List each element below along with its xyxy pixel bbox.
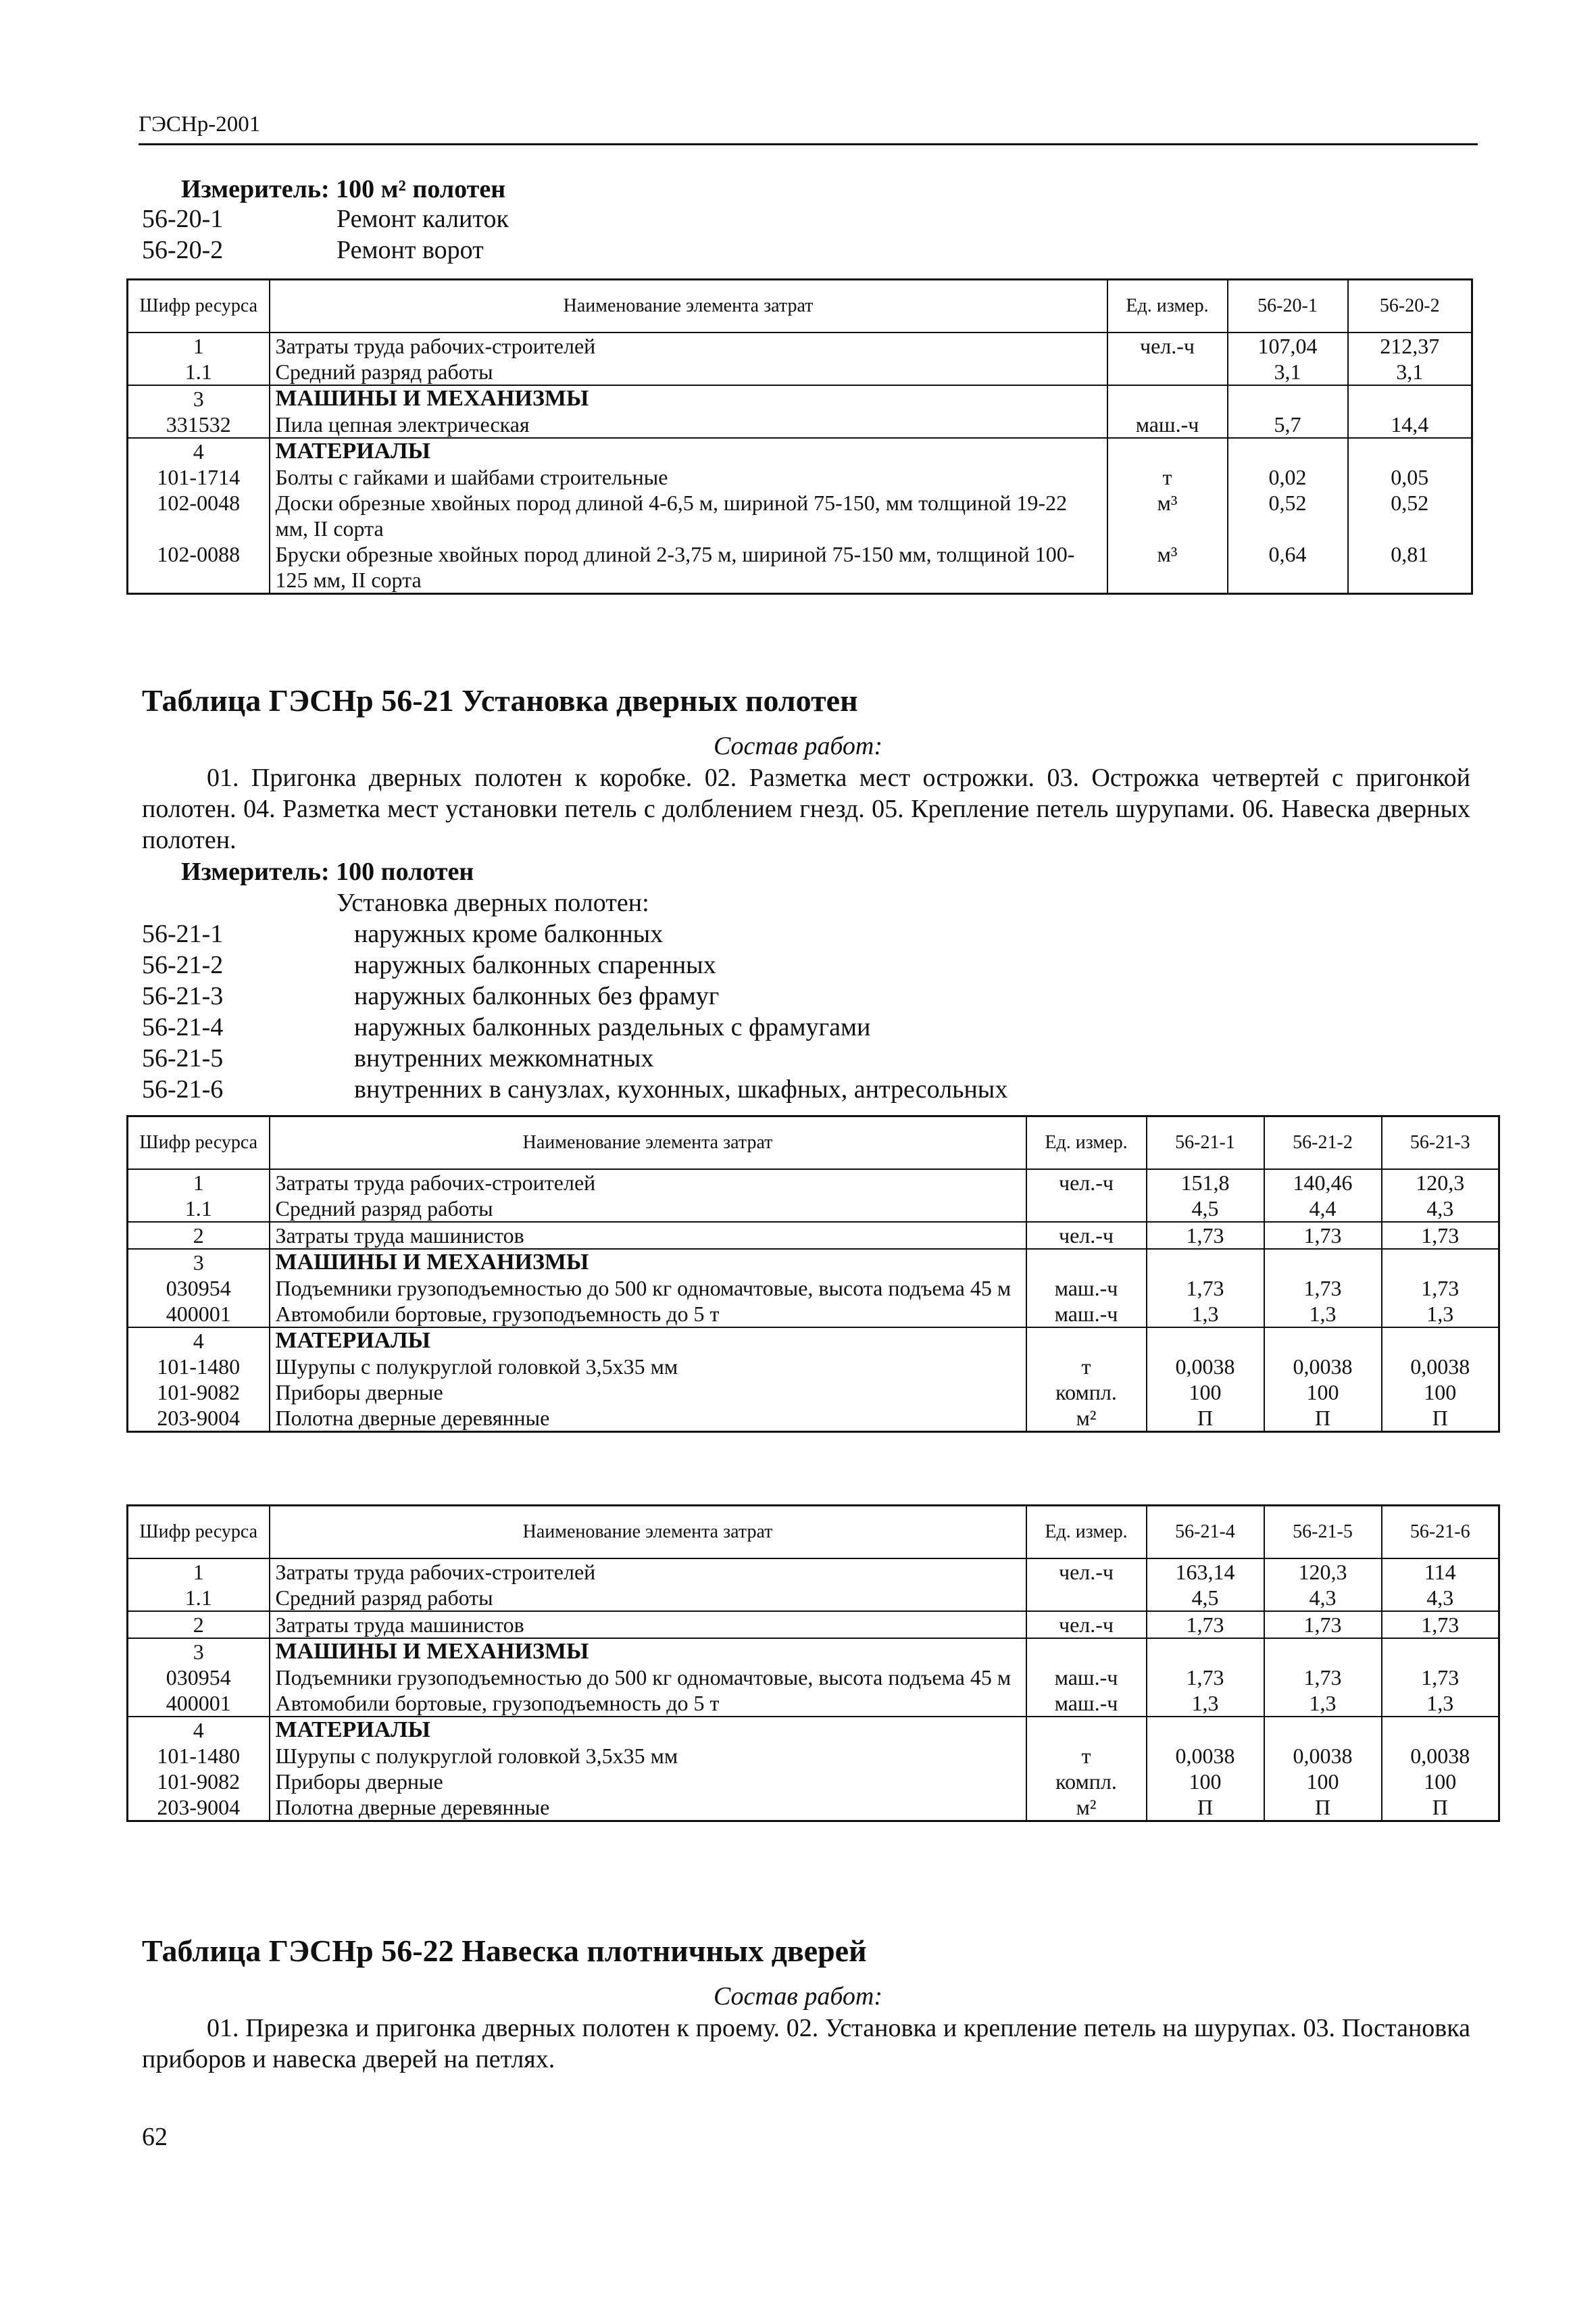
item-name: Ремонт ворот [336,236,484,264]
unit: т [1026,1743,1147,1769]
norm-value: 1,73 [1147,1275,1264,1301]
cost-element-name: Приборы дверные [270,1769,1026,1794]
resource-code: 3 [128,385,270,412]
norm-value: 100 [1147,1379,1264,1405]
meter-56-21: Измеритель: 100 полотен [181,858,474,886]
table-row [128,1665,1499,1690]
table-row [128,1169,1499,1196]
norm-value: 212,37 [1348,333,1472,359]
item-name: наружных балконных спаренных [354,951,716,979]
norm-value: 100 [1264,1379,1382,1405]
group-label: Установка дверных полотен: [336,889,649,917]
norm-value: 0,0038 [1264,1354,1382,1379]
norm-value: 1,3 [1264,1690,1382,1717]
cost-element-name: Затраты труда машинистов [270,1611,1026,1638]
table-row [128,1794,1499,1821]
norm-value: 14,4 [1348,412,1472,438]
resource-table-56-20 [126,278,1473,595]
header-resource-code: Шифр ресурса [128,280,270,333]
unit: м² [1026,1794,1147,1821]
norm-value: 4,3 [1382,1196,1499,1222]
cost-element-name: МАШИНЫ И МЕХАНИЗМЫ [270,1638,1026,1665]
item-code: 56-21-4 [142,1013,224,1041]
item-code: 56-21-2 [142,951,224,979]
resource-code: 1 [128,1558,270,1585]
norm-value [1382,1327,1499,1354]
norm-value: 1,73 [1264,1665,1382,1690]
table-row [128,1690,1499,1717]
unit: маш.-ч [1026,1301,1147,1327]
norm-value: 0,52 [1228,490,1348,541]
table-row [128,1327,1499,1354]
header-norm-code: 56-21-5 [1264,1506,1382,1559]
norm-value [1382,1638,1499,1665]
cost-element-name: Средний разряд работы [270,1585,1026,1611]
header-rule [139,143,1478,145]
table-row [128,1405,1499,1432]
unit: т [1107,464,1228,490]
norm-value: 1,73 [1382,1611,1499,1638]
norm-value [1228,438,1348,464]
unit: чел.-ч [1026,1611,1147,1638]
table-row [128,541,1472,594]
table-row [128,333,1472,359]
item-code: 56-21-6 [142,1075,224,1104]
norm-value: 0,0038 [1382,1354,1499,1379]
resource-code: 102-0048 [128,490,270,541]
resource-table-56-21-b [126,1504,1500,1822]
header-norm-code: 56-21-1 [1147,1116,1264,1170]
cost-element-name: МАТЕРИАЛЫ [270,438,1107,464]
unit: чел.-ч [1026,1169,1147,1196]
resource-code: 101-1480 [128,1743,270,1769]
header-norm-code: 56-21-3 [1382,1116,1499,1170]
norm-value: 0,0038 [1147,1743,1264,1769]
norm-value [1147,1717,1264,1743]
cost-element-name: Затраты труда рабочих-строителей [270,1169,1026,1196]
item-name: наружных балконных раздельных с фрамугами [354,1013,871,1041]
norm-value: 3,1 [1348,359,1472,385]
unit: компл. [1026,1379,1147,1405]
cost-element-name: Болты с гайками и шайбами строительные [270,464,1107,490]
header-cost-element: Наименование элемента затрат [270,1116,1026,1170]
table-row [128,385,1472,412]
resource-code: 101-9082 [128,1769,270,1794]
header-unit: Ед. измер. [1107,280,1228,333]
norm-value: 100 [1382,1769,1499,1794]
item-code: 56-20-2 [142,236,224,264]
norm-value: 100 [1382,1379,1499,1405]
resource-code: 1 [128,333,270,359]
table-header-row [128,280,1472,333]
resource-code: 4 [128,1327,270,1354]
norm-value [1382,1249,1499,1275]
resource-code: 2 [128,1611,270,1638]
resource-code: 203-9004 [128,1794,270,1821]
norm-value: 163,14 [1147,1558,1264,1585]
norm-value: 114 [1382,1558,1499,1585]
cost-element-name: МАШИНЫ И МЕХАНИЗМЫ [270,385,1107,412]
composition-label: Состав работ: [713,732,883,760]
norm-value: П [1382,1794,1499,1821]
unit: маш.-ч [1026,1690,1147,1717]
norm-value: 1,73 [1264,1611,1382,1638]
unit: м³ [1107,541,1228,594]
header-unit: Ед. измер. [1026,1116,1147,1170]
cost-element-name: МАТЕРИАЛЫ [270,1717,1026,1743]
header-resource-code: Шифр ресурса [128,1116,270,1170]
table-row [128,438,1472,464]
resource-code: 101-1480 [128,1354,270,1379]
unit [1026,1717,1147,1743]
norm-value [1147,1638,1264,1665]
norm-value [1348,438,1472,464]
table-row [128,1585,1499,1611]
resource-code: 4 [128,438,270,464]
norm-value: П [1147,1405,1264,1432]
norm-value: 0,0038 [1382,1743,1499,1769]
norm-value: 1,3 [1264,1301,1382,1327]
cost-element-name: Затраты труда рабочих-строителей [270,1558,1026,1585]
norm-value: 4,4 [1264,1196,1382,1222]
cost-element-name: Затраты труда машинистов [270,1222,1026,1249]
norm-value: 1,73 [1264,1275,1382,1301]
resource-code: 203-9004 [128,1405,270,1432]
table-row [128,1717,1499,1743]
resource-code: 400001 [128,1690,270,1717]
resource-code: 331532 [128,412,270,438]
norm-value: 1,73 [1147,1222,1264,1249]
resource-code: 1.1 [128,1196,270,1222]
norm-value: 1,3 [1147,1301,1264,1327]
table-row [128,359,1472,385]
cost-element-name: Бруски обрезные хвойных пород длиной 2-3,75 м, шириной 75-150 мм, толщиной 100-125 мм, II сорта [270,541,1107,594]
composition-text: 01. Прирезка и пригонка дверных полотен к проему. 02. Установка и крепление петель на шурупах. 03. Постановка приборов и навеска дверей на петлях. [142,2014,1470,2073]
norm-value: П [1264,1794,1382,1821]
norm-value: 0,81 [1348,541,1472,594]
resource-code: 400001 [128,1301,270,1327]
item-name: наружных кроме балконных [354,920,664,948]
header-unit: Ед. измер. [1026,1506,1147,1559]
norm-value: 120,3 [1382,1169,1499,1196]
norm-value: 100 [1264,1769,1382,1794]
composition-text: 01. Пригонка дверных полотен к коробке. 02. Разметка мест острожки. 03. Острожка четвертей с пригонкой полотен. 04. Разметка мест установки петель с долблением гнезд. 05. Крепление петель шурупами. 06. Навеска дверных полотен. [142,764,1470,854]
cost-element-name: Автомобили бортовые, грузоподъемность до 5 т [270,1301,1026,1327]
item-code: 56-20-1 [142,205,224,233]
table-row [128,490,1472,541]
cost-element-name: Доски обрезные хвойных пород длиной 4-6,5 м, шириной 75-150, мм толщиной 19-22 мм, II сорта [270,490,1107,541]
cost-element-name: Средний разряд работы [270,359,1107,385]
cost-element-name: МАТЕРИАЛЫ [270,1327,1026,1354]
norm-value: 1,73 [1147,1665,1264,1690]
header-norm-code: 56-20-2 [1348,280,1472,333]
item-name: внутренних межкомнатных [354,1044,654,1073]
unit: маш.-ч [1026,1665,1147,1690]
norm-value [1264,1249,1382,1275]
norm-value: 1,3 [1382,1690,1499,1717]
unit: чел.-ч [1026,1558,1147,1585]
item-name: Ремонт калиток [336,205,509,233]
table-row [128,1222,1499,1249]
item-name: наружных балконных без фрамуг [354,982,720,1010]
item-code: 56-21-1 [142,920,224,948]
cost-element-name: Пила цепная электрическая [270,412,1107,438]
table-row [128,1249,1499,1275]
meter-56-20: Измеритель: 100 м² полотен [181,175,506,203]
table-row [128,1611,1499,1638]
cost-element-name: Средний разряд работы [270,1196,1026,1222]
norm-value: 0,05 [1348,464,1472,490]
header-norm-code: 56-20-1 [1228,280,1348,333]
unit: чел.-ч [1026,1222,1147,1249]
norm-value [1264,1717,1382,1743]
table-row [128,1354,1499,1379]
cost-element-name: Полотна дверные деревянные [270,1405,1026,1432]
cost-element-name: Подъемники грузоподъемностью до 500 кг одномачтовые, высота подъема 45 м [270,1275,1026,1301]
resource-code: 030954 [128,1665,270,1690]
resource-code: 101-1714 [128,464,270,490]
resource-code: 030954 [128,1275,270,1301]
norm-value [1264,1638,1382,1665]
cost-element-name: Шурупы с полукруглой головкой 3,5х35 мм [270,1354,1026,1379]
table-row [128,1769,1499,1794]
table-row [128,1558,1499,1585]
item-code: 56-21-3 [142,982,224,1010]
unit: т [1026,1354,1147,1379]
norm-value: 4,5 [1147,1585,1264,1611]
norm-value: П [1147,1794,1264,1821]
norm-value: 1,73 [1264,1222,1382,1249]
cost-element-name: Приборы дверные [270,1379,1026,1405]
composition-label: Состав работ: [713,1982,883,2011]
resource-table-56-21-a [126,1115,1500,1433]
norm-value: 107,04 [1228,333,1348,359]
norm-value: 1,73 [1147,1611,1264,1638]
cost-element-name: Шурупы с полукруглой головкой 3,5х35 мм [270,1743,1026,1769]
resource-code: 4 [128,1717,270,1743]
cost-element-name: МАШИНЫ И МЕХАНИЗМЫ [270,1249,1026,1275]
header-norm-code: 56-21-2 [1264,1116,1382,1170]
norm-value: 151,8 [1147,1169,1264,1196]
resource-code: 1.1 [128,359,270,385]
header-resource-code: Шифр ресурса [128,1506,270,1559]
page-number: 62 [142,2123,168,2151]
table-row [128,1275,1499,1301]
norm-value: 0,0038 [1147,1354,1264,1379]
unit: маш.-ч [1107,412,1228,438]
table-header-row [128,1506,1499,1559]
norm-value: 140,46 [1264,1169,1382,1196]
unit [1026,1249,1147,1275]
norm-value: 3,1 [1228,359,1348,385]
item-code: 56-21-5 [142,1044,224,1073]
table-row [128,1301,1499,1327]
norm-value [1264,1327,1382,1354]
header-cost-element: Наименование элемента затрат [270,280,1107,333]
norm-value [1348,385,1472,412]
norm-value: 0,64 [1228,541,1348,594]
unit: маш.-ч [1026,1275,1147,1301]
header-norm-code: 56-21-6 [1382,1506,1499,1559]
resource-code: 1 [128,1169,270,1196]
norm-value [1228,385,1348,412]
table-title-56-22: Таблица ГЭСНр 56-22 Навеска плотничных дверей [142,1934,867,1968]
unit: м³ [1107,490,1228,541]
cost-element-name: Полотна дверные деревянные [270,1794,1026,1821]
cost-element-name: Подъемники грузоподъемностью до 500 кг одномачтовые, высота подъема 45 м [270,1665,1026,1690]
table-row [128,1196,1499,1222]
norm-value: 1,3 [1147,1690,1264,1717]
resource-code: 2 [128,1222,270,1249]
norm-value [1147,1327,1264,1354]
unit [1026,1327,1147,1354]
norm-value: 0,52 [1348,490,1472,541]
unit: чел.-ч [1107,333,1228,359]
unit [1026,1196,1147,1222]
unit [1107,438,1228,464]
resource-code: 3 [128,1638,270,1665]
unit: м² [1026,1405,1147,1432]
norm-value: 4,5 [1147,1196,1264,1222]
cost-element-name: Затраты труда рабочих-строителей [270,333,1107,359]
norm-value: 5,7 [1228,412,1348,438]
table-row [128,1379,1499,1405]
norm-value: П [1264,1405,1382,1432]
header-norm-code: 56-21-4 [1147,1506,1264,1559]
norm-value: 1,3 [1382,1301,1499,1327]
norm-value: П [1382,1405,1499,1432]
norm-value: 4,3 [1264,1585,1382,1611]
norm-value: 1,73 [1382,1665,1499,1690]
resource-code: 102-0088 [128,541,270,594]
norm-value: 1,73 [1382,1275,1499,1301]
norm-value [1382,1717,1499,1743]
unit [1107,359,1228,385]
norm-value: 0,02 [1228,464,1348,490]
running-header: ГЭСНр-2001 [139,112,261,137]
cost-element-name: Автомобили бортовые, грузоподъемность до 5 т [270,1690,1026,1717]
unit: компл. [1026,1769,1147,1794]
norm-value: 4,3 [1382,1585,1499,1611]
item-name: внутренних в санузлах, кухонных, шкафных, антресольных [354,1075,1008,1104]
table-title-56-21: Таблица ГЭСНр 56-21 Установка дверных полотен [142,683,858,718]
unit [1026,1585,1147,1611]
norm-value: 1,73 [1382,1222,1499,1249]
table-row [128,412,1472,438]
table-header-row [128,1116,1499,1170]
norm-value: 0,0038 [1264,1743,1382,1769]
header-cost-element: Наименование элемента затрат [270,1506,1026,1559]
table-row [128,1638,1499,1665]
resource-code: 101-9082 [128,1379,270,1405]
table-row [128,1743,1499,1769]
norm-value [1147,1249,1264,1275]
resource-code: 3 [128,1249,270,1275]
table-row [128,464,1472,490]
norm-value: 100 [1147,1769,1264,1794]
unit [1107,385,1228,412]
resource-code: 1.1 [128,1585,270,1611]
unit [1026,1638,1147,1665]
norm-value: 120,3 [1264,1558,1382,1585]
